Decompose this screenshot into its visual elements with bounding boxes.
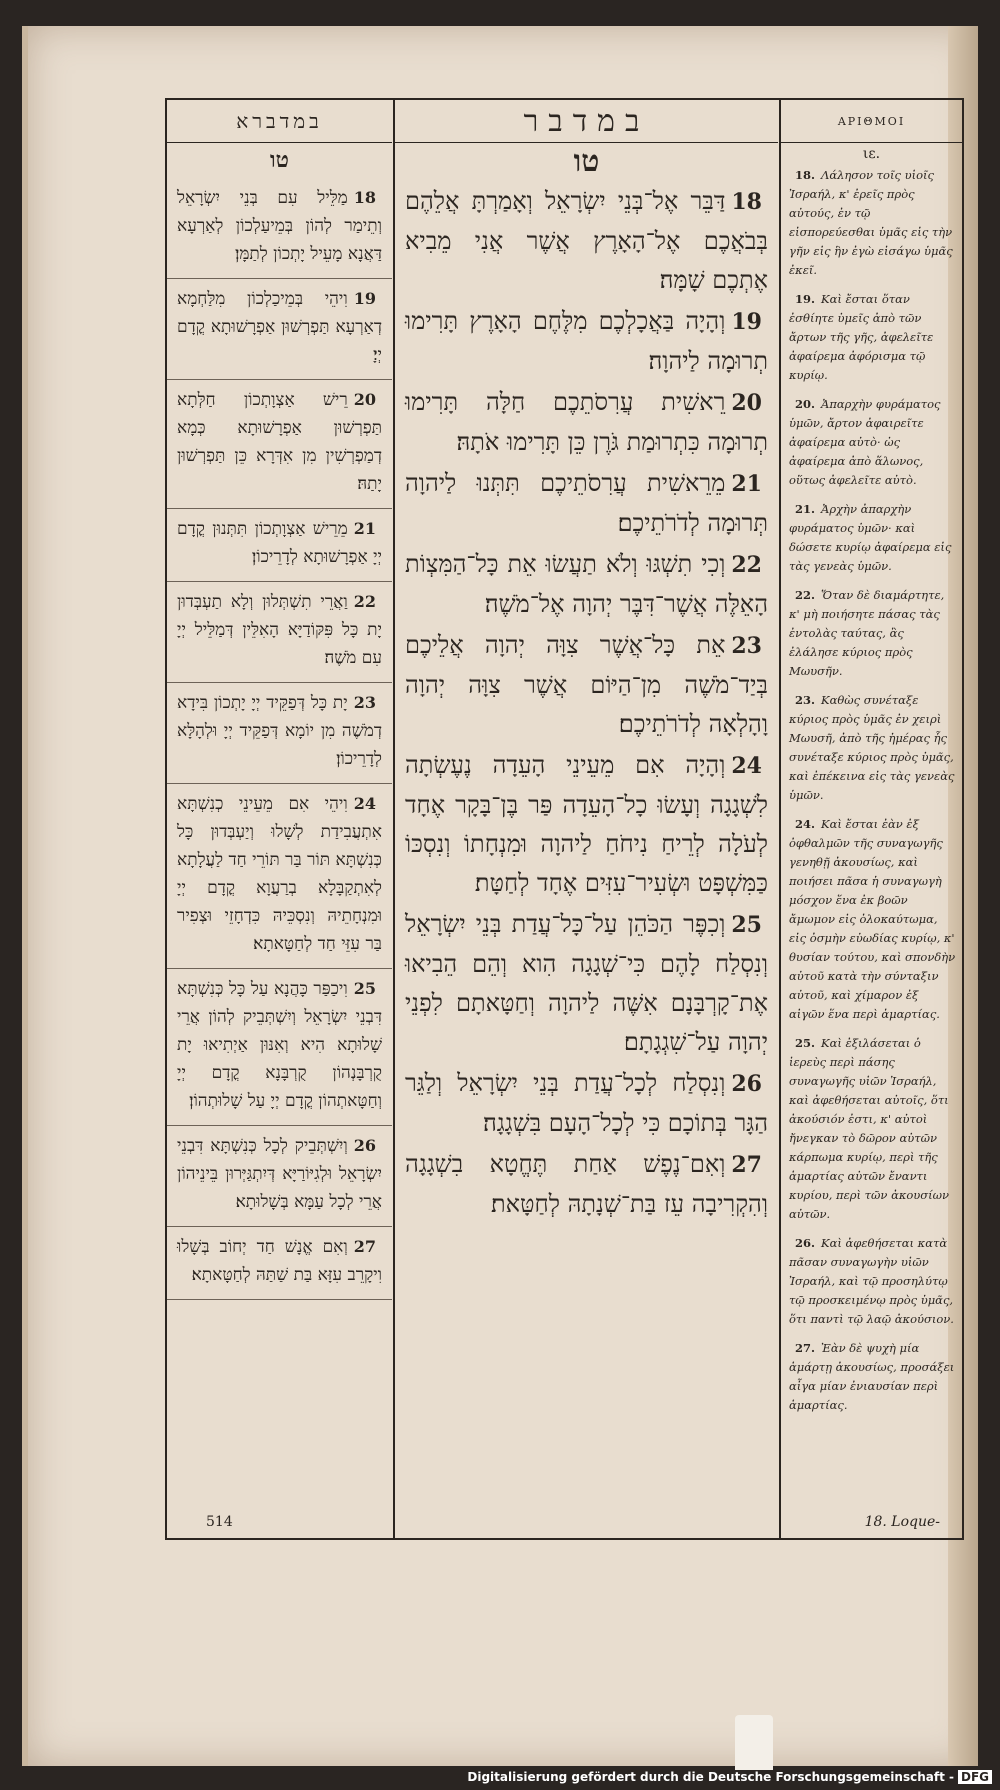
credit-text: Digitalisierung gefördert durch die Deutsche Forschungsgemeinschaft - bbox=[467, 1770, 954, 1784]
verse-number: 24. bbox=[795, 817, 816, 831]
verse-number: 19 bbox=[731, 309, 762, 335]
verse-number: 18. bbox=[795, 168, 816, 182]
verse-number: 22 bbox=[353, 592, 376, 611]
verse-text: וְנִסְלַח לְכָל־עֲדַת בְּנֵי יִשְׂרָאֵל וְלַגֵּר הַגָּר בְּתוֹכָם כִּי לְכָל־הָעָם בִּשְׁגָגָה׃ bbox=[405, 1069, 768, 1137]
greek-verse bbox=[781, 1234, 962, 1339]
aramaic-verse-list bbox=[167, 178, 392, 1300]
verse-number: 20. bbox=[795, 397, 816, 411]
verse-number: 21. bbox=[795, 502, 816, 516]
hebrew-verse bbox=[395, 626, 778, 746]
verse-number: 20 bbox=[731, 390, 762, 416]
verse-number: 26. bbox=[795, 1236, 816, 1250]
aramaic-verse bbox=[167, 380, 392, 509]
verse-text: Ὅταν δὲ διαμάρτητε, κ' μὴ ποιήσητε πάσας τὰς ἐντολὰς ταύτας, ἃς ἐλάλησε κύριος πρὸς Μωυσῆν. bbox=[789, 588, 945, 678]
verse-text: וְכִי תִשְׁגּוּ וְלֹא תַעֲשׂוּ אֵת כָּל־הַמִּצְוֹת הָאֵלֶּה אֲשֶׁר־דִּבֶּר יְהוָה אֶל־מֹשֶׁה׃ bbox=[405, 550, 768, 618]
verse-text: וִיהֵי אִם מֵעֵינֵי כְנִשְׁתָּא אִתְעֲבִידַת לְשָׁלוּ וְיַעְבְּדוּן כָּל כְּנִשְׁתָּא תּוֹר בַּר תּוֹרֵי חַד לַעֲלָתָא לְאִתְקַבָּלָא בְרַעֲוָא קֳדָם יְיָ וּמִנְחָתֵיהּ וְנִסְכֵּיהּ כִּדְחָזֵי וּצְפִיר בַּר עִזֵּי חַד לְחַטָּאתָא׃ bbox=[177, 794, 382, 954]
aramaic-verse bbox=[167, 509, 392, 582]
hebrew-verse bbox=[395, 905, 778, 1064]
verse-text: מַלֵּיל עִם בְּנֵי יִשְׂרָאֵל וְתֵימַר לְהוֹן בְּמֵיעַלְכוֹן לְאַרְעָא דַּאֲנָא מָעֵיל יָתְכוֹן לְתַמָּן׃ bbox=[177, 188, 382, 264]
greek-verse bbox=[781, 1339, 962, 1425]
verse-number: 19 bbox=[353, 289, 376, 308]
aramaic-title: במדברא bbox=[236, 108, 323, 133]
hebrew-verse bbox=[395, 545, 778, 626]
verse-number: 20 bbox=[353, 390, 376, 409]
aramaic-verse bbox=[167, 178, 392, 279]
verse-text: וִיהֵי בְּמֵיכַלְכוֹן מִלַּחְמָא דְאַרְעָא תַּפְרְשׁוּן אַפְרָשׁוּתָא קֳדָם יְיָ׃ bbox=[177, 289, 382, 365]
hebrew-verse bbox=[395, 182, 778, 302]
verse-number: 18 bbox=[353, 188, 376, 207]
verse-number: 27 bbox=[353, 1237, 376, 1256]
verse-text: Καὶ ἔσται ὅταν ἐσθίητε ὑμεῖς ἀπὸ τῶν ἄρτων τῆς γῆς, ἀφελεῖτε ἀφαίρεμα ἀφόρισμα τῷ κυρίῳ. bbox=[789, 292, 934, 382]
aramaic-chapter: טו bbox=[270, 147, 289, 173]
verse-text: וִיכַפַּר כָּהֲנָא עַל כָּל כְּנִשְׁתָּא דִּבְנֵי יִשְׂרָאֵל וְיִשְׁתְּבֵיק לְהוֹן אֲרֵי שָׁלוּתָא הִיא וְאִנּוּן אַיְתִיאוּ יָת קֻרְבָּנְהוֹן קֻרְבָּנָא קֳדָם יְיָ וְחַטָּאתְהוֹן קֳדָם יְיָ עַל שָׁלוּתְהוֹן׃ bbox=[177, 979, 382, 1111]
verse-text: דַּבֵּר אֶל־בְּנֵי יִשְׂרָאֵל וְאָמַרְתָּ אֲלֵהֶם בְּבֹאֲכֶם אֶל־הָאָרֶץ אֲשֶׁר אֲנִי מֵבִיא אֶתְכֶם שָׁמָּה׃ bbox=[405, 187, 768, 294]
verse-text: מֵרֵישׁ אַצְוָתְכוֹן תִּתְּנוּן קֳדָם יְיָ אַפְרָשׁוּתָא לְדָרֵיכוֹן׃ bbox=[177, 519, 382, 567]
aramaic-column bbox=[167, 100, 392, 1538]
verse-text: Καὶ ἐξιλάσεται ὁ ἱερεὺς περὶ πάσης συναγωγῆς υἱῶν Ἰσραήλ, καὶ ἀφεθήσεται αὐτοῖς, ὅτι ἀκούσιόν ἐστι, κ' αὐτοὶ ἤνεγκαν τὸ δῶρον αὐτῶν κάρπωμα κυρίῳ, περὶ τῆς ἁμαρτίας αὐτῶν ἔναντι κυρίου, περὶ τῶν ἀκουσίων αὐτῶν. bbox=[789, 1036, 950, 1221]
verse-number: 27. bbox=[795, 1341, 816, 1355]
greek-verse bbox=[781, 1034, 962, 1234]
verse-number: 23. bbox=[795, 693, 816, 707]
hebrew-verse bbox=[395, 464, 778, 545]
verse-text: Ἀπαρχὴν φυράματος ὑμῶν, ἄρτον ἀφαιρεῖτε ἀφαίρεμα αὐτὸ· ὡς ἀφαίρεμα ἀπὸ ἅλωνος, οὕτως ἀφελεῖτε αὐτὸ. bbox=[789, 397, 941, 487]
verse-number: 24 bbox=[731, 753, 762, 779]
aramaic-verse bbox=[167, 1227, 392, 1300]
verse-text: רֵאשִׁית עֲרִסֹתֵכֶם חַלָּה תָּרִימוּ תְרוּמָה כִּתְרוּמַת גֹּרֶן כֵּן תָּרִימוּ אֹתָהּ׃ bbox=[405, 388, 768, 456]
hebrew-column bbox=[395, 100, 778, 1538]
verse-text: וְאִם אֱנָשׁ חַד יְחוֹב בְּשָׁלוּ וִיקָרֵב עִזָּא בַּת שַׁתַּהּ לְחַטָּאתָא׃ bbox=[177, 1237, 382, 1285]
hebrew-verse bbox=[395, 1145, 778, 1226]
aramaic-verse bbox=[167, 582, 392, 683]
hebrew-verse bbox=[395, 746, 778, 905]
greek-verse bbox=[781, 395, 962, 500]
hebrew-verse bbox=[395, 383, 778, 464]
greek-verse-list bbox=[781, 166, 962, 1425]
verse-number: 24 bbox=[353, 794, 376, 813]
verse-number: 23 bbox=[731, 633, 762, 659]
title-rule bbox=[781, 142, 962, 143]
verse-number: 22. bbox=[795, 588, 816, 602]
verse-number: 26 bbox=[731, 1071, 762, 1097]
verse-number: 26 bbox=[353, 1136, 376, 1155]
greek-verse bbox=[781, 691, 962, 815]
verse-number: 25 bbox=[731, 912, 762, 938]
verse-text: וְאִם־נֶפֶשׁ אַחַת תֶּחֱטָא בִשְׁגָגָה וְהִקְרִיבָה עֵז בַּת־שְׁנָתָהּ לְחַטָּאת׃ bbox=[405, 1150, 768, 1218]
aramaic-verse bbox=[167, 683, 392, 784]
text-frame bbox=[165, 98, 964, 1540]
greek-verse bbox=[781, 500, 962, 586]
verse-text: מֵרֵאשִׁית עֲרִסֹתֵיכֶם תִּתְּנוּ לַיהוָה תְּרוּמָה לְדֹרֹתֵיכֶם׃ bbox=[405, 469, 768, 537]
verse-number: 23 bbox=[353, 693, 376, 712]
dfg-logo: DFG bbox=[958, 1770, 992, 1784]
hebrew-verse bbox=[395, 302, 778, 383]
greek-verse bbox=[781, 815, 962, 1034]
title-rule bbox=[395, 142, 778, 143]
page-number: 514 bbox=[206, 1514, 233, 1530]
hebrew-chapter: טו bbox=[573, 144, 600, 179]
verse-number: 22 bbox=[731, 552, 762, 578]
aramaic-verse bbox=[167, 969, 392, 1126]
verse-text: וְהָיָה בַּאֲכָלְכֶם מִלֶּחֶם הָאָרֶץ תָּרִימוּ תְרוּמָה לַיהוָה׃ bbox=[405, 307, 768, 375]
aramaic-verse bbox=[167, 279, 392, 380]
verse-text: Καθὼς συνέταξε κύριος πρὸς ὑμᾶς ἐν χειρὶ Μωυσῆ, ἀπὸ τῆς ἡμέρας ἧς συνέταξε κύριος πρὸς ὑμᾶς, καὶ ἐπέκεινα εἰς τὰς γενεὰς ὑμῶν. bbox=[789, 693, 955, 802]
verse-number: 27 bbox=[731, 1152, 762, 1178]
verse-text: Ἐὰν δὲ ψυχὴ μία ἁμάρτῃ ἀκουσίως, προσάξει αἶγα μίαν ἐνιαυσίαν περὶ ἁμαρτίας. bbox=[789, 1341, 955, 1412]
verse-text: Καὶ ἔσται ἐὰν ἐξ ὀφθαλμῶν τῆς συναγωγῆς γενηθῇ ἀκουσίως, καὶ ποιήσει πᾶσα ἡ συναγωγὴ μόσχον ἕνα ἐκ βοῶν ἄμωμον εἰς ὁλοκαύτωμα, εἰς ὀσμὴν εὐωδίας κυρίῳ, κ' θυσίαν τούτου, καὶ σπονδὴν αὐτοῦ κατὰ τὴν σύνταξιν αὐτοῦ, καὶ χίμαρον ἐξ αἰγῶν ἕνα περὶ ἁμαρτίας. bbox=[789, 817, 956, 1021]
hebrew-title: במדבר bbox=[523, 103, 650, 139]
greek-column bbox=[781, 100, 962, 1538]
catchword: 18. Loque- bbox=[864, 1514, 940, 1530]
verse-text: Ἀρχὴν ἀπαρχὴν φυράματος ὑμῶν· καὶ δώσετε κυρίῳ ἀφαίρεμα εἰς τὰς γενεὰς ὑμῶν. bbox=[789, 502, 952, 573]
digitization-credit bbox=[0, 1770, 992, 1784]
aramaic-verse bbox=[167, 784, 392, 969]
verse-number: 19. bbox=[795, 292, 816, 306]
verse-text: וַאֲרֵי תִשְׁתְּלוּן וְלָא תַעְבְּדוּן יָת כָּל פִּקּוֹדַיָּא הָאִלֵּין דְּמַלֵּיל יְיָ עִם מֹשֶׁה׃ bbox=[177, 592, 382, 668]
hebrew-verse-list bbox=[395, 182, 778, 1226]
verse-number: 25 bbox=[353, 979, 376, 998]
greek-title: ΑΡΙΘΜΟΙ bbox=[837, 114, 906, 128]
verse-text: Καὶ ἀφεθήσεται κατὰ πᾶσαν συναγωγὴν υἱῶν Ἰσραήλ, καὶ τῷ προσηλύτῳ τῷ προσκειμένῳ πρὸς ὑμᾶς, ὅτι παντὶ τῷ λαῷ ἀκούσιον. bbox=[789, 1236, 954, 1326]
greek-verse bbox=[781, 166, 962, 290]
verse-number: 21 bbox=[731, 471, 762, 497]
page-marker-tab bbox=[735, 1715, 773, 1770]
verse-text: אֵת כָּל־אֲשֶׁר צִוָּה יְהוָה אֲלֵיכֶם בְּיַד־מֹשֶׁה מִן־הַיּוֹם אֲשֶׁר צִוָּה יְהוָה וָהָלְאָה לְדֹרֹתֵיכֶם׃ bbox=[405, 631, 768, 738]
page-footer bbox=[190, 1514, 960, 1544]
hebrew-verse bbox=[395, 1064, 778, 1145]
verse-text: יָת כָּל דְּפַקֵּיד יְיָ יָתְכוֹן בִּידָא דְמֹשֶׁה מִן יוֹמָא דְּפַקֵּיד יְיָ וּלְהָלָּא לְדָרֵיכוֹן׃ bbox=[177, 693, 382, 769]
greek-verse bbox=[781, 290, 962, 395]
greek-verse bbox=[781, 586, 962, 691]
verse-text: וְהָיָה אִם מֵעֵינֵי הָעֵדָה נֶעֶשְׂתָה לִשְׁגָגָה וְעָשׂוּ כָל־הָעֵדָה פַּר בֶּן־בָּקָר אֶחָד לְעֹלָה לְרֵיחַ נִיחֹחַ לַיהוָה וּמִנְחָתוֹ וְנִסְכּוֹ כַּמִּשְׁפָּט וּשְׂעִיר־עִזִּים אֶחָד לְחַטָּת׃ bbox=[405, 751, 768, 897]
title-rule bbox=[167, 142, 392, 143]
verse-number: 21 bbox=[353, 519, 376, 538]
verse-number: 18 bbox=[731, 189, 762, 215]
verse-number: 25. bbox=[795, 1036, 816, 1050]
greek-chapter: ιε. bbox=[862, 146, 881, 162]
aramaic-verse bbox=[167, 1126, 392, 1227]
verse-text: רֵישׁ אַצְוָתְכוֹן חַלְּתָא תַּפְרְשׁוּן אַפְרָשׁוּתָא כְּמָא דְמַפְרְשִׁין מִן אִדְּרָא כֵּן תַּפְרְשׁוּן יָתַהּ׃ bbox=[177, 390, 382, 494]
verse-text: וְכִפֶּר הַכֹּהֵן עַל־כָּל־עֲדַת בְּנֵי יִשְׂרָאֵל וְנִסְלַח לָהֶם כִּי־שְׁגָגָה הִוא וְהֵם הֵבִיאוּ אֶת־קָרְבָּנָם אִשֶּׁה לַיהוָה וְחַטָּאתָם לִפְנֵי יְהוָה עַל־שִׁגְגָתָם׃ bbox=[405, 910, 768, 1056]
verse-text: וְיִשְׁתְּבֵיק לְכָל כְּנִשְׁתָּא דִּבְנֵי יִשְׂרָאֵל וּלְגִיּוֹרַיָּא דְּיִתְגַּיְּרוּן בֵּינֵיהוֹן אֲרֵי לְכָל עַמָּא בְּשָׁלוּתָא׃ bbox=[177, 1136, 382, 1212]
verse-text: Λάλησον τοῖς υἱοῖς Ἰσραήλ, κ' ἐρεῖς πρὸς αὐτούς, ἐν τῷ εἰσπορεύεσθαι ὑμᾶς εἰς τὴν γῆν εἰς ἣν ἐγὼ εἰσάγω ὑμᾶς ἐκεῖ. bbox=[789, 168, 953, 277]
